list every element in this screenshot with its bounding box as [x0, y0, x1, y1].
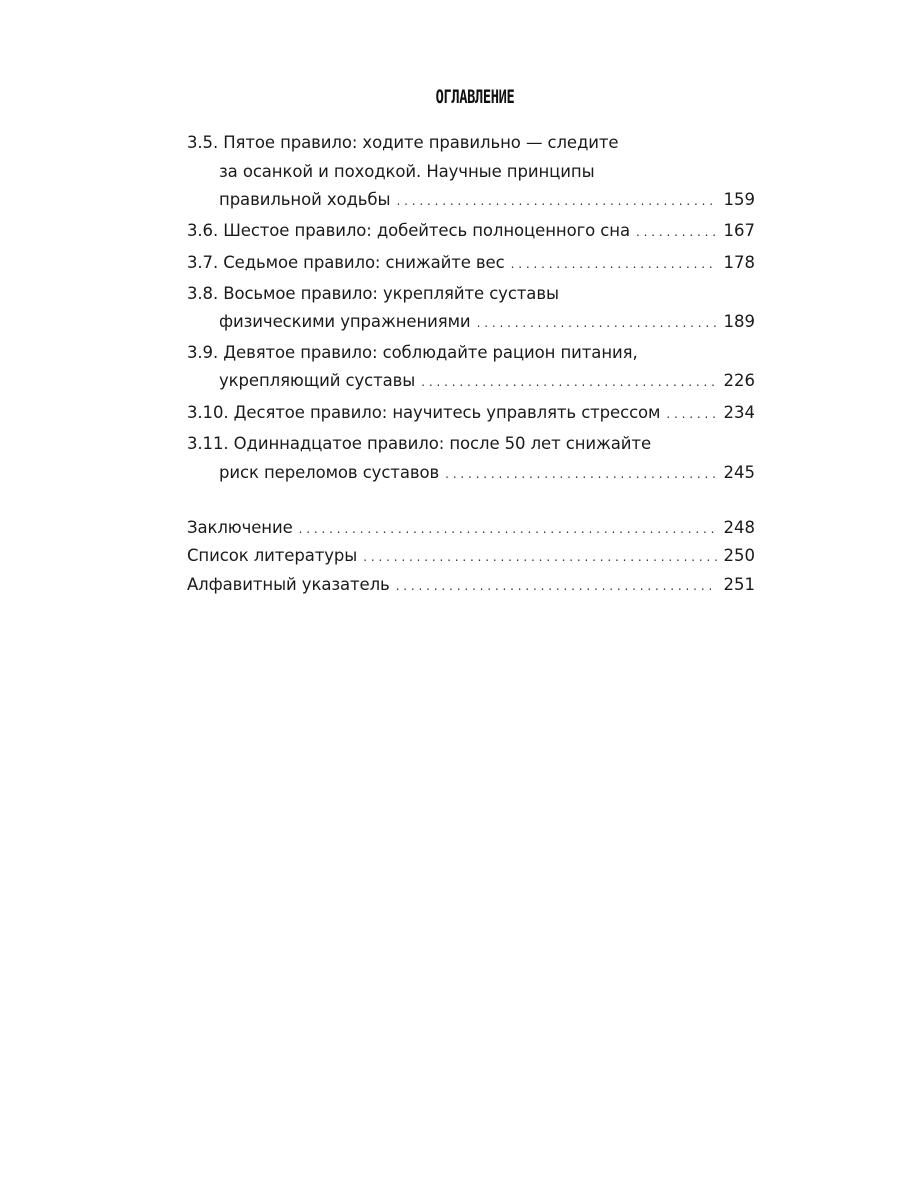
page-number: 248 [723, 518, 755, 537]
toc-entry-3-5-line-2[interactable] [187, 159, 755, 185]
dot-leader [299, 516, 717, 542]
toc-entry-index[interactable] [187, 572, 755, 598]
toc-entry-3-9-line-2[interactable] [187, 368, 755, 394]
toc-entry-3-9-line-1[interactable] [187, 340, 755, 366]
page-number: 245 [723, 463, 755, 482]
toc-entry-3-7[interactable] [187, 250, 755, 276]
toc-entry-text: Заключение [187, 518, 293, 537]
toc-entry-conclusion[interactable] [187, 515, 755, 541]
dot-leader [477, 310, 717, 336]
toc-title: ОГЛАВЛЕНИЕ [435, 86, 515, 108]
toc-entry-text: 3.6. Шестое правило: добейтесь полноценного сна [187, 221, 630, 240]
toc-entry-text: 3.10. Десятое правило: научитесь управлять стрессом [187, 403, 661, 422]
toc-entry-bibliography[interactable] [187, 543, 755, 569]
toc-entry-text: Алфавитный указатель [187, 575, 390, 594]
dot-leader [396, 188, 717, 214]
page-number: 189 [723, 312, 755, 331]
dot-leader [396, 573, 717, 599]
toc-entry-3-11-line-1[interactable] [187, 431, 755, 457]
toc-entry-3-8-line-2[interactable] [187, 309, 755, 335]
toc-entry-text: 3.5. Пятое правило: ходите правильно — следите [187, 133, 619, 152]
toc-entry-text: 3.11. Одиннадцатое правило: после 50 лет снижайте [187, 434, 651, 453]
dot-leader [636, 219, 717, 245]
toc-entry-text: правильной ходьбы [219, 190, 391, 209]
dot-leader [363, 544, 717, 570]
page-number: 159 [723, 190, 755, 209]
dot-leader [421, 369, 717, 395]
toc-entry-text: физическими упражнениями [219, 312, 471, 331]
toc-entry-3-5-line-3[interactable] [187, 187, 755, 213]
toc-entry-text: укрепляющий суставы [219, 371, 416, 390]
page-number: 250 [723, 546, 755, 565]
toc-entry-3-10[interactable] [187, 400, 755, 426]
toc-entry-text: риск переломов суставов [219, 463, 440, 482]
page-number: 251 [723, 575, 755, 594]
dot-leader [445, 461, 717, 487]
toc-entry-3-11-line-2[interactable] [187, 460, 755, 486]
dot-leader [666, 401, 717, 427]
toc-entry-text: Список литературы [187, 546, 358, 565]
page-number: 226 [723, 371, 755, 390]
toc-entry-3-5-line-1[interactable] [187, 130, 755, 156]
dot-leader [511, 251, 717, 277]
toc-entry-text: 3.8. Восьмое правило: укрепляйте суставы [187, 284, 559, 303]
toc-entry-text: 3.9. Девятое правило: соблюдайте рацион питания, [187, 343, 638, 362]
toc-entry-3-6[interactable] [187, 218, 755, 244]
page-number: 234 [723, 403, 755, 422]
toc-entry-text: за осанкой и походкой. Научные принципы [219, 162, 595, 181]
toc-entry-3-8-line-1[interactable] [187, 281, 755, 307]
page-number: 178 [723, 253, 755, 272]
page-number: 167 [723, 221, 755, 240]
toc-entry-text: 3.7. Седьмое правило: снижайте вес [187, 253, 505, 272]
